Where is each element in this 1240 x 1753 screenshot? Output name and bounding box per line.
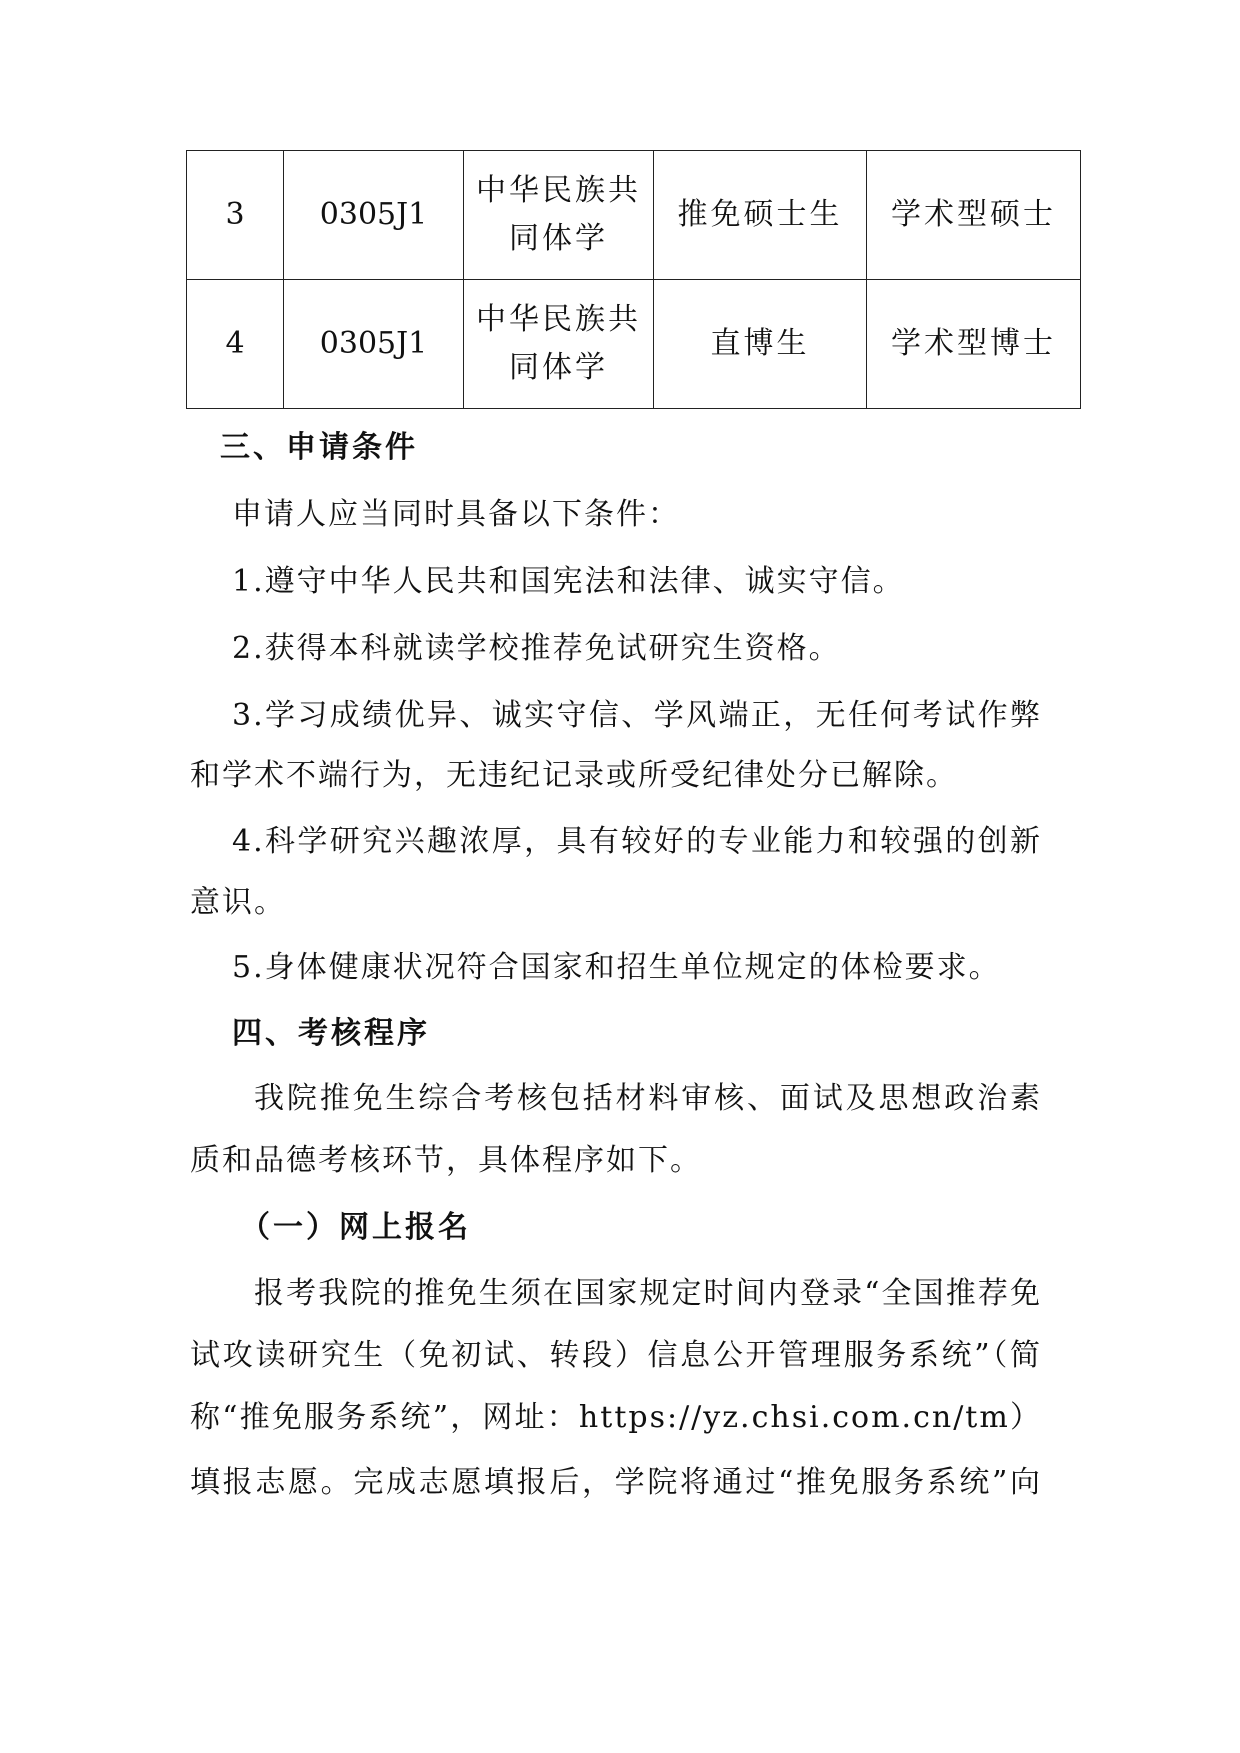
major-name-line2: 同体学 xyxy=(509,350,608,385)
registration-paragraph-line3: 称“推免服务系统”，网址：https://yz.chsi.com.cn/tm） xyxy=(190,1400,1042,1435)
condition-item-2: 2.获得本科就读学校推荐免试研究生资格。 xyxy=(232,631,841,666)
major-name-line1: 中华民族共 xyxy=(476,173,641,208)
row-number: 3 xyxy=(187,151,284,280)
condition-item-3-line2: 和学术不端行为，无违纪记录或所受纪律处分已解除。 xyxy=(190,758,958,793)
major-name-line2: 同体学 xyxy=(509,221,608,256)
condition-item-3-line1: 3.学习成绩优异、诚实守信、学风端正，无任何考试作弊 xyxy=(232,698,1042,733)
degree-type: 学术型博士 xyxy=(867,280,1081,409)
condition-item-4-line1: 4.科学研究兴趣浓厚，具有较好的专业能力和较强的创新 xyxy=(232,824,1042,859)
program-code: 0305J1 xyxy=(284,280,464,409)
condition-item-1: 1.遵守中华人民共和国宪法和法律、诚实守信。 xyxy=(232,564,905,599)
program-table xyxy=(186,150,1081,409)
student-type: 推免硕士生 xyxy=(654,151,867,280)
program-code: 0305J1 xyxy=(284,151,464,280)
table-row xyxy=(187,280,1081,409)
section3-intro: 申请人应当同时具备以下条件： xyxy=(232,497,680,532)
section3-heading: 三、申请条件 xyxy=(220,430,418,465)
section4-heading: 四、考核程序 xyxy=(232,1016,430,1051)
section4-paragraph-line1: 我院推免生综合考核包括材料审核、面试及思想政治素 xyxy=(254,1081,1042,1116)
registration-paragraph-line4: 填报志愿。完成志愿填报后，学院将通过“推免服务系统”向 xyxy=(190,1465,1042,1500)
registration-paragraph-line1: 报考我院的推免生须在国家规定时间内登录“全国推荐免 xyxy=(254,1276,1042,1311)
major-name xyxy=(464,280,654,409)
condition-item-4-line2: 意识。 xyxy=(190,885,286,920)
row-number: 4 xyxy=(187,280,284,409)
condition-item-5: 5.身体健康状况符合国家和招生单位规定的体检要求。 xyxy=(232,950,1001,985)
section4-paragraph-line2: 质和品德考核环节，具体程序如下。 xyxy=(190,1143,702,1178)
major-name xyxy=(464,151,654,280)
subsection-online-registration-heading: （一）网上报名 xyxy=(240,1210,471,1245)
student-type: 直博生 xyxy=(654,280,867,409)
registration-paragraph-line2: 试攻读研究生（免初试、转段）信息公开管理服务系统”（简 xyxy=(190,1338,1042,1373)
major-name-line1: 中华民族共 xyxy=(476,302,641,337)
degree-type: 学术型硕士 xyxy=(867,151,1081,280)
table-row xyxy=(187,151,1081,280)
